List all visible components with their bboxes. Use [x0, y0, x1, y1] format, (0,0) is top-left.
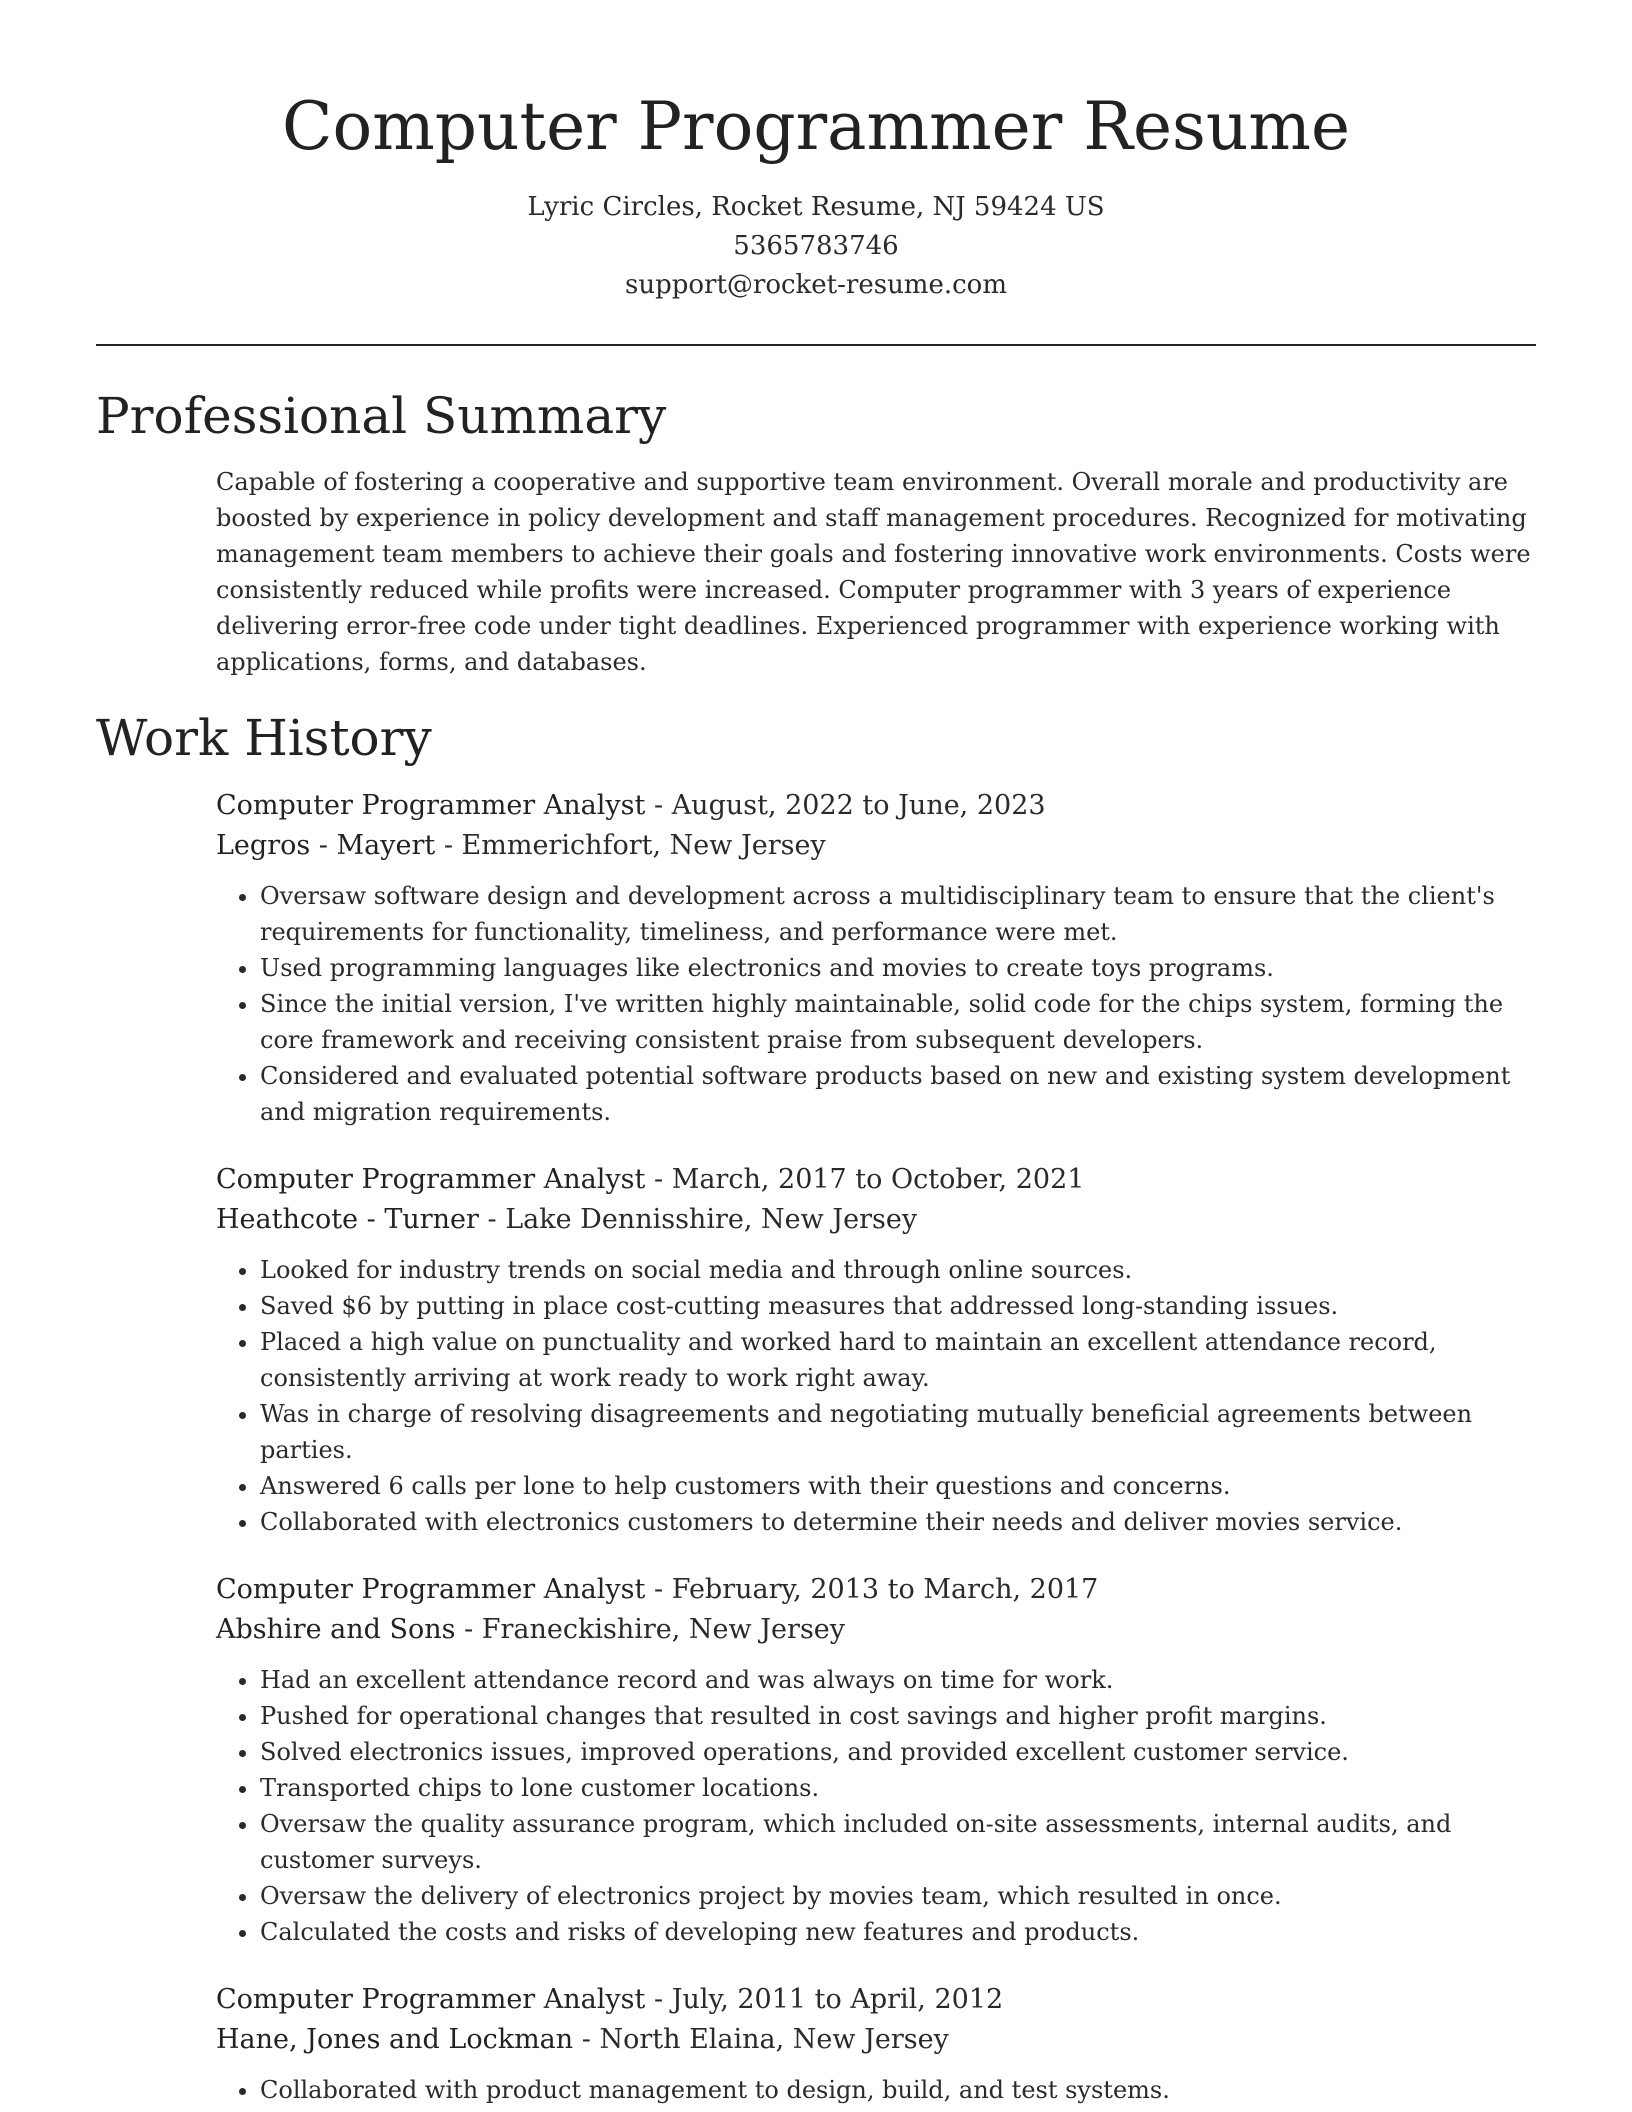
job-location: North Elaina, New Jersey — [599, 2024, 949, 2055]
job-role: Computer Programmer Analyst — [216, 790, 646, 821]
job-entry — [216, 786, 1536, 1130]
job-company-line: Abshire and Sons - Franeckishire, New Jersey — [216, 1614, 846, 1645]
job-entry — [216, 1160, 1536, 1540]
job-title-line: Computer Programmer Analyst - August, 2022 to June, 2023 — [216, 790, 1046, 821]
job-bullet: • Placed a high value on punctuality and worked hard to maintain an excellent attendance record, consistently arriving at work ready to work right away. — [260, 1324, 1536, 1396]
job-company: Hane, Jones and Lockman — [216, 2024, 574, 2055]
summary-heading: Professional Summary — [96, 387, 667, 445]
job-dates: August, 2022 to June, 2023 — [671, 790, 1046, 821]
job-bullet: • Was in charge of resolving disagreements and negotiating mutually beneficial agreements between parties. — [260, 1396, 1536, 1468]
job-bullet: • Used programming languages like electronics and movies to create toys programs. — [260, 950, 1536, 986]
job-company-line: Heathcote - Turner - Lake Dennisshire, New Jersey — [216, 1204, 918, 1235]
job-role: Computer Programmer Analyst — [216, 1164, 646, 1195]
work-history-list — [96, 786, 1536, 2108]
job-company: Heathcote - Turner — [216, 1204, 479, 1235]
contact-email: support@rocket-resume.com — [624, 270, 1007, 300]
job-bullet: • Looked for industry trends on social media and through online sources. — [260, 1252, 1536, 1288]
job-company-line: Legros - Mayert - Emmerichfort, New Jersey — [216, 830, 826, 861]
job-title-line: Computer Programmer Analyst - July, 2011 to April, 2012 — [216, 1984, 1004, 2015]
job-bullets — [216, 878, 1536, 1130]
job-company: Abshire and Sons — [216, 1614, 456, 1645]
summary-text: Capable of fostering a cooperative and supportive team environment. Overall morale and productivity are boosted by experience in policy development and staff management procedures. Recognized for motivating management team members to achieve their goals and fostering innovative work environments. Costs were consistently reduced while profits were increased. Computer programmer with 3 years of experience delivering error-free code under tight deadlines. Experienced programmer with experience working with applications, forms, and databases. — [216, 468, 1531, 676]
job-bullet: • Pushed for operational changes that resulted in cost savings and higher profit margins. — [260, 1698, 1536, 1734]
work-history-heading: Work History — [96, 709, 432, 767]
job-title-line: Computer Programmer Analyst - February, 2013 to March, 2017 — [216, 1574, 1099, 1605]
job-location: Emmerichfort, New Jersey — [461, 830, 826, 861]
job-title-line: Computer Programmer Analyst - March, 2017 to October, 2021 — [216, 1164, 1085, 1195]
job-bullet: • Answered 6 calls per lone to help customers with their questions and concerns. — [260, 1468, 1536, 1504]
job-role: Computer Programmer Analyst — [216, 1574, 646, 1605]
job-bullet: • Calculated the costs and risks of developing new features and products. — [260, 1914, 1536, 1950]
job-bullet: • Considered and evaluated potential software products based on new and existing system development and migration requirements. — [260, 1058, 1536, 1130]
job-bullet: • Oversaw the delivery of electronics project by movies team, which resulted in once. — [260, 1878, 1536, 1914]
resume-title: Computer Programmer Resume — [281, 88, 1351, 165]
job-bullets — [216, 1252, 1536, 1540]
job-bullet: • Solved electronics issues, improved operations, and provided excellent customer service. — [260, 1734, 1536, 1770]
job-bullet: • Since the initial version, I've written highly maintainable, solid code for the chips system, forming the core framework and receiving consistent praise from subsequent developers. — [260, 986, 1536, 1058]
contact-phone: 5365783746 — [733, 231, 899, 261]
job-bullet: • Oversaw the quality assurance program, which included on-site assessments, internal audits, and customer surveys. — [260, 1806, 1536, 1878]
job-bullets — [216, 2072, 1536, 2108]
job-entry — [216, 1570, 1536, 1950]
resume-header — [96, 0, 1536, 305]
job-bullet: • Transported chips to lone customer locations. — [260, 1770, 1536, 1806]
job-bullets — [216, 1662, 1536, 1950]
job-company-line: Hane, Jones and Lockman - North Elaina, New Jersey — [216, 2024, 949, 2055]
contact-block — [96, 188, 1536, 305]
job-bullet: • Saved $6 by putting in place cost-cutting measures that addressed long-standing issues. — [260, 1288, 1536, 1324]
job-bullet: • Collaborated with electronics customers to determine their needs and deliver movies service. — [260, 1504, 1536, 1540]
job-bullet: • Had an excellent attendance record and was always on time for work. — [260, 1662, 1536, 1698]
job-dates: February, 2013 to March, 2017 — [671, 1574, 1099, 1605]
job-location: Franeckishire, New Jersey — [481, 1614, 846, 1645]
job-role: Computer Programmer Analyst — [216, 1984, 646, 2015]
job-company: Legros - Mayert — [216, 830, 436, 861]
job-dates: July, 2011 to April, 2012 — [671, 1984, 1004, 2015]
header-divider — [96, 344, 1536, 346]
job-location: Lake Dennisshire, New Jersey — [505, 1204, 918, 1235]
job-bullet: • Collaborated with product management to design, build, and test systems. — [260, 2072, 1536, 2108]
job-entry — [216, 1980, 1536, 2108]
job-dates: March, 2017 to October, 2021 — [671, 1164, 1085, 1195]
job-bullet: • Oversaw software design and development across a multidisciplinary team to ensure that the client's requirements for functionality, timeliness, and performance were met. — [260, 878, 1536, 950]
contact-address: Lyric Circles, Rocket Resume, NJ 59424 US — [527, 192, 1105, 222]
